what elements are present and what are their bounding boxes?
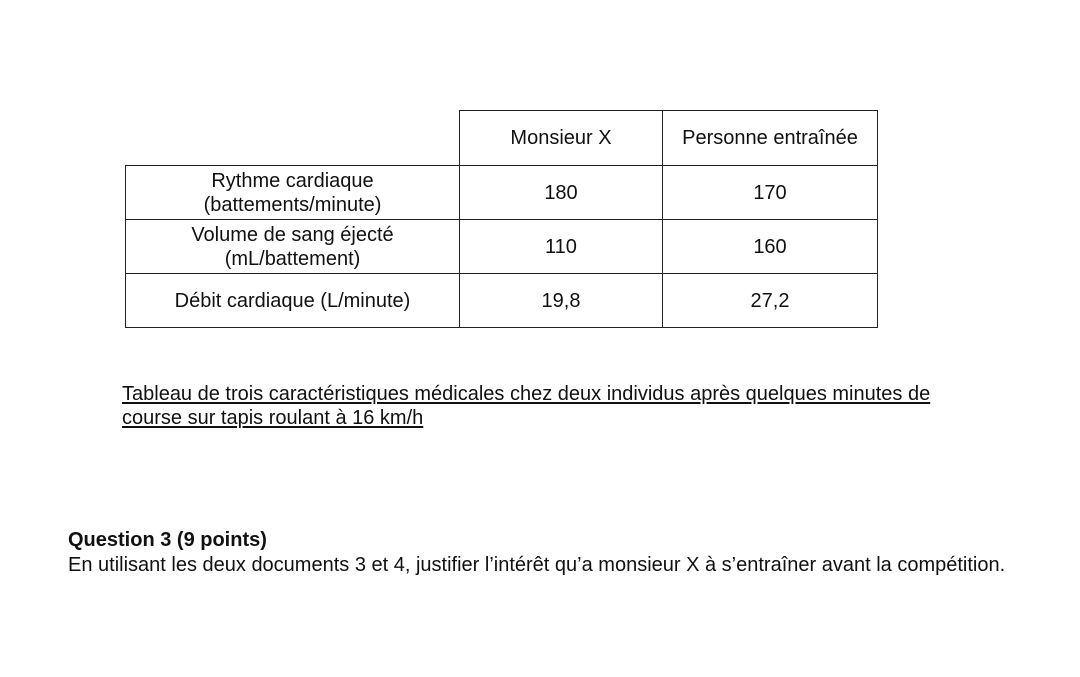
medical-characteristics-table [125, 110, 878, 328]
column-header-monsieur-x: Monsieur X [460, 111, 663, 166]
row-label-volume-sang: Volume de sang éjecté (mL/battement) [126, 220, 460, 274]
table-header-row [126, 111, 878, 166]
table-caption: Tableau de trois caractéristiques médicales chez deux individus après quelques minutes de course sur tapis roulant à 16 km/h [122, 383, 931, 429]
row-label-debit-cardiaque: Débit cardiaque (L/minute) [126, 274, 460, 328]
table-cell: 27,2 [663, 274, 878, 328]
question-text: En utilisant les deux documents 3 et 4, justifier l’intérêt qu’a monsieur X à s’entraîner avant la compétition. [68, 554, 1006, 576]
table-cell: 110 [460, 220, 663, 274]
row-label-rythme-cardiaque: Rythme cardiaque (battements/minute) [126, 166, 460, 220]
question-title: Question 3 (9 points) [68, 529, 267, 551]
table-row [126, 166, 878, 220]
table-cell: 160 [663, 220, 878, 274]
table-cell: 170 [663, 166, 878, 220]
table-cell: 19,8 [460, 274, 663, 328]
column-header-personne-entrainee: Personne entraînée [663, 111, 878, 166]
table-row [126, 274, 878, 328]
table-row [126, 220, 878, 274]
table-cell: 180 [460, 166, 663, 220]
question-block [68, 528, 1053, 578]
table-corner-cell [126, 111, 460, 166]
